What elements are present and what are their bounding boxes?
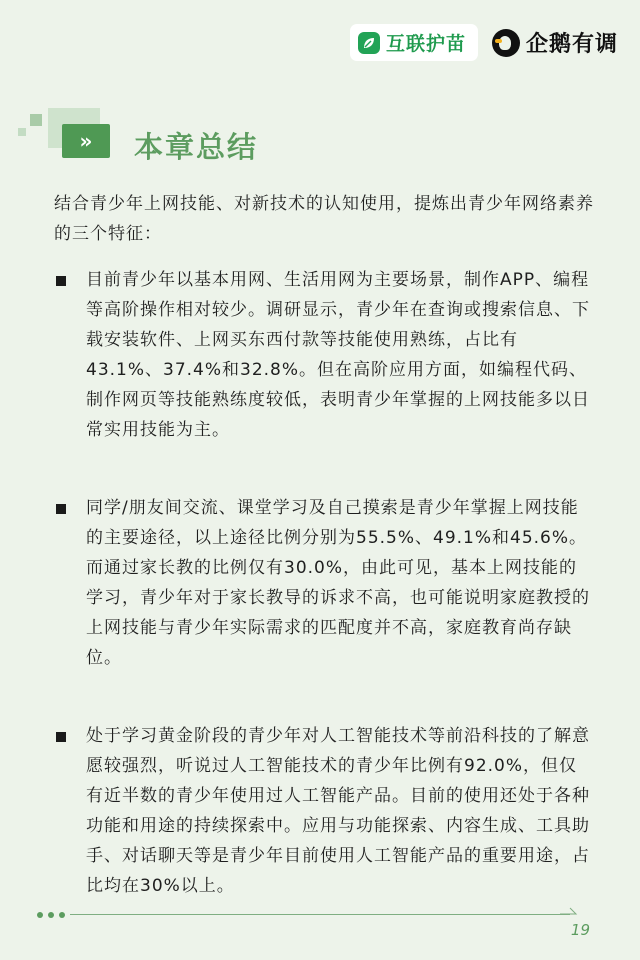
bullet-text: 同学/朋友间交流、课堂学习及自己摸索是青少年掌握上网技能的主要途径，以上途径比例分别为55.5%、49.1%和45.6%。而通过家长教的比例仅有30.0%，由此可见，基本上网技能的学习，青少年对于家长教导的诉求不高，也可能说明家庭教授的上网技能与青少年实际需求的匹配度并不高，家庭教育尚存缺位。: [86, 498, 590, 668]
bullet-item: [54, 721, 594, 901]
hulian-humiao-logo: [350, 24, 478, 61]
penguin-icon: [492, 29, 520, 57]
bullet-item: [54, 493, 594, 673]
qie-brand-text: 企鹅有调: [525, 32, 618, 57]
dot-icon: [59, 912, 65, 918]
leaf-icon: [358, 32, 380, 54]
section-icon-box: [62, 124, 110, 158]
footer-dots: [37, 912, 65, 918]
footer-arrow-icon: [560, 906, 580, 916]
square-bullet-icon: [56, 732, 66, 742]
summary-bullet-list: [54, 265, 594, 901]
hulian-brand-text: 互联护苗: [385, 33, 466, 55]
dot-icon: [37, 912, 43, 918]
decor-square-small: [18, 128, 26, 136]
bullet-item: [54, 265, 594, 445]
qie-youdiao-logo: [492, 27, 618, 58]
page-number: 19: [570, 921, 590, 939]
section-title: 本章总结: [134, 130, 259, 164]
footer-divider: [70, 914, 570, 915]
square-bullet-icon: [56, 276, 66, 286]
square-bullet-icon: [56, 504, 66, 514]
decor-square-medium: [30, 114, 42, 126]
intro-paragraph: 结合青少年上网技能、对新技术的认知使用，提炼出青少年网络素养的三个特征：: [54, 194, 594, 244]
double-chevron-right-icon: »: [79, 129, 93, 153]
leaf-icon-shape: [362, 36, 376, 50]
header-logos: [350, 24, 618, 61]
dot-icon: [48, 912, 54, 918]
bullet-text: 处于学习黄金阶段的青少年对人工智能技术等前沿科技的了解意愿较强烈，听说过人工智能技术的青少年比例有92.0%，但仅有近半数的青少年使用过人工智能产品。目前的使用还处于各种功能和用途的持续探索中。应用与功能探索、内容生成、工具助手、对话聊天等是青少年目前使用人工智能产品的重要用途，占比均在30%以上。: [86, 726, 590, 896]
bullet-text: 目前青少年以基本用网、生活用网为主要场景，制作APP、编程等高阶操作相对较少。调研显示，青少年在查询或搜索信息、下载安装软件、上网买东西付款等技能使用熟练，占比有43.1%、37.4%和32.8%。但在高阶应用方面，如编程代码、制作网页等技能熟练度较低，表明青少年掌握的上网技能多以日常实用技能为主。: [86, 270, 590, 440]
